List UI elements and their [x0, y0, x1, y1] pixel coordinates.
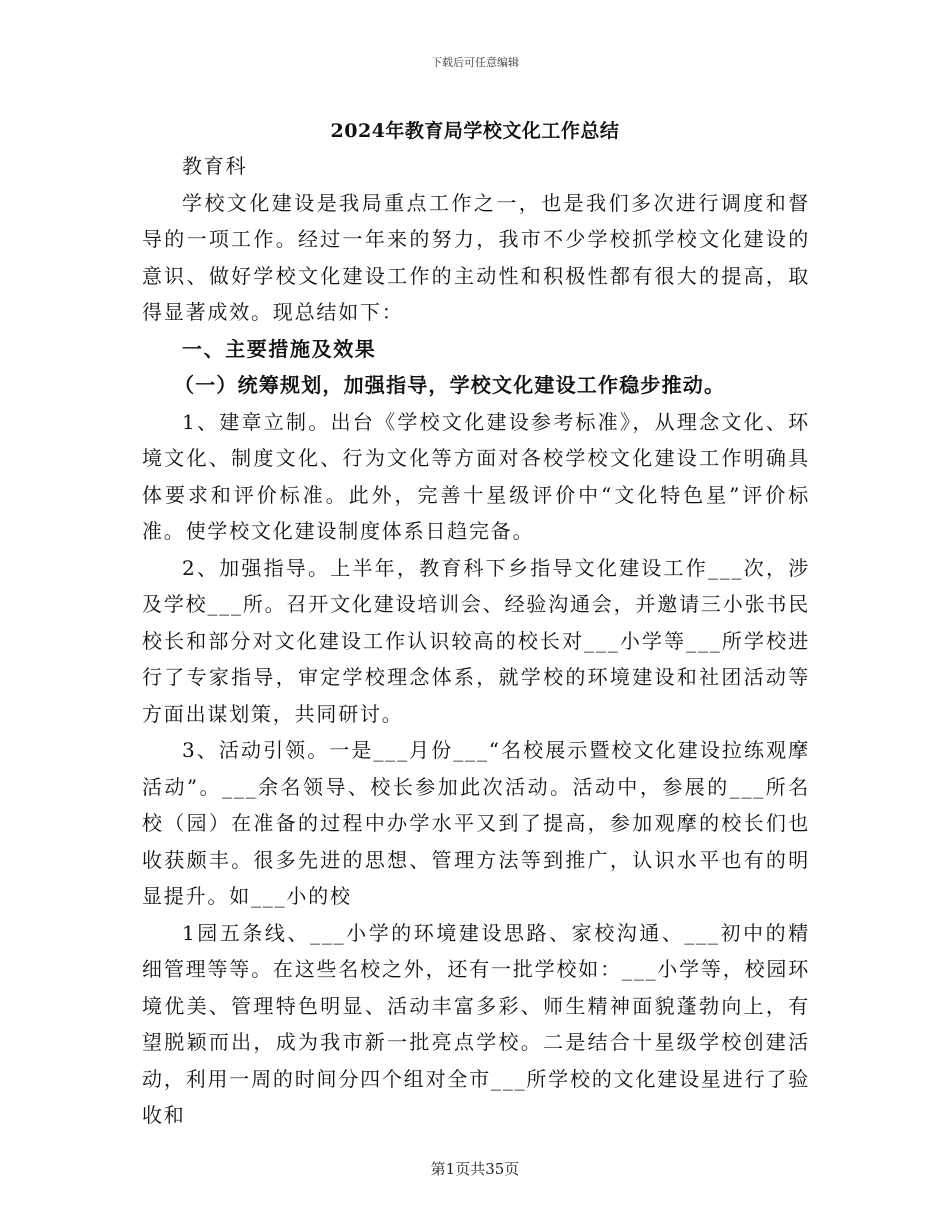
subsection-heading: （一）统筹规划，加强指导，学校文化建设工作稳步推动。	[174, 373, 726, 397]
document-body	[142, 148, 810, 1134]
item-paragraph-1: 1、建章立制。出台《学校文化建设参考标准》，从理念文化、环境文化、制度文化、行为文化等方面对各校学校文化建设工作明确具体要求和评价标准。此外，完善十星级评价中“文化特色星”评价标准。使学校文化建设制度体系日趋完备。	[142, 409, 810, 543]
intro-paragraph: 学校文化建设是我局重点工作之一，也是我们多次进行调度和督导的一项工作。经过一年来的努力，我市不少学校抓学校文化建设的意识、做好学校文化建设工作的主动性和积极性都有很大的提高，取得显著成效。现总结如下：	[142, 190, 810, 324]
header-note: 下载后可任意编辑	[431, 56, 519, 69]
department-label: 教育科	[182, 154, 248, 178]
item-paragraph-3-continued: 1园五条线、___小学的环境建设思路、家校沟通、___初中的精细管理等等。在这些名校之外，还有一批学校如：___小学等，校园环境优美、管理特色明显、活动丰富多彩、师生精神面貌蓬勃向上，有望脱颖而出，成为我市新一批亮点学校。二是结合十星级学校创建活动，利用一周的时间分四个组对全市___所学校的文化建设星进行了验收和	[142, 920, 810, 1127]
item-paragraph-2: 2、加强指导。上半年，教育科下乡指导文化建设工作___次，涉及学校___所。召开文化建设培训会、经验沟通会，并邀请三小张书民校长和部分对文化建设工作认识较高的校长对___小学等___所学校进行了专家指导，审定学校理念体系，就学校的环境建设和社团活动等方面出谋划策，共同研讨。	[142, 555, 810, 726]
document-title: 2024年教育局学校文化工作总结	[330, 120, 620, 142]
page-footer: 第1页共35页	[430, 1160, 520, 1178]
section-heading: 一、主要措施及效果	[182, 336, 377, 361]
item-paragraph-3: 3、活动引领。一是___月份___“名校展示暨校文化建设拉练观摩活动”。___余名领导、校长参加此次活动。活动中，参展的___所名校（园）在准备的过程中办学水平又到了提高，参加观摩的校长们也收获颇丰。很多先进的思想、管理方法等到推广，认识水平也有的明显提升。如___小的校	[142, 738, 810, 908]
